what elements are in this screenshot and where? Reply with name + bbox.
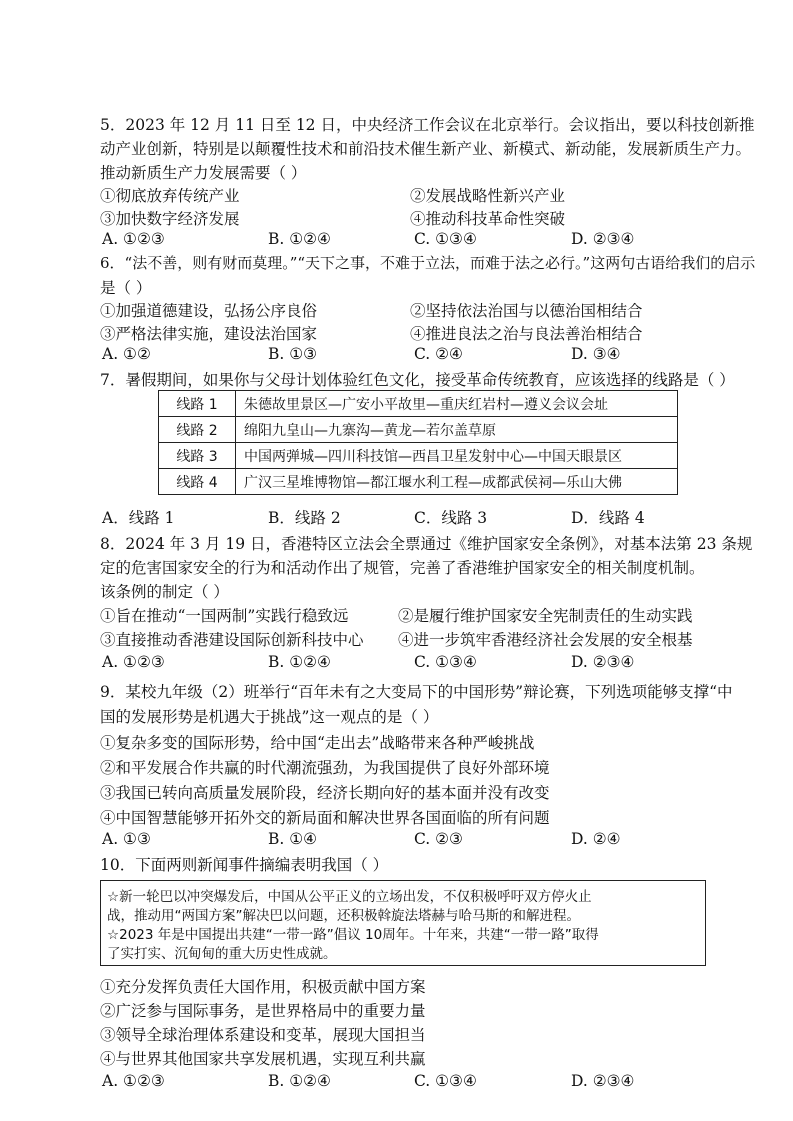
q5-option-c[interactable]: C. ①③④ [414, 230, 477, 248]
q6-item-4: ④推进良法之治与良法善治相结合 [410, 325, 643, 343]
q8-item-1: ①旨在推动“一国两制”实践行稳致远 [100, 607, 349, 625]
q6-item-3: ③严格法律实施，建设法治国家 [100, 325, 318, 343]
route-label: 线路 2 [159, 417, 236, 443]
q5-item-1: ①彻底放弃传统产业 [100, 187, 240, 205]
q8-stem-line-3: 该条例的制定（ ） [100, 583, 229, 601]
q7-stem-line-1: 7．暑假期间，如果你与父母计划体验红色文化，接受革命传统教育，应该选择的线路是（ ） [100, 371, 735, 389]
q7-option-d[interactable]: D．线路 4 [571, 509, 645, 527]
q5-option-d[interactable]: D. ②③④ [571, 230, 635, 248]
q8-option-b[interactable]: B. ①②④ [268, 653, 331, 671]
route-row [159, 417, 678, 443]
route-label: 线路 3 [159, 443, 236, 469]
q5-stem-line-1: 5．2023 年 12 月 11 日至 12 日，中央经济工作会议在北京举行。会议指出，要以科技创新推 [100, 116, 755, 134]
q6-option-b[interactable]: B. ①③ [268, 345, 318, 363]
route-path: 朱德故里景区—广安小平故里—重庆红岩村—遵义会议会址 [236, 391, 678, 417]
q5-item-2: ②发展战略性新兴产业 [410, 187, 566, 205]
q8-option-a[interactable]: A. ①②③ [102, 653, 165, 671]
q10-option-c[interactable]: C. ①③④ [414, 1072, 477, 1090]
route-label: 线路 1 [159, 391, 236, 417]
q7-option-c[interactable]: C．线路 3 [414, 509, 488, 527]
q8-option-d[interactable]: D. ②③④ [571, 653, 635, 671]
news-line-3: ☆2023 年是中国提出共建“一带一路”倡议 10周年。十年来，共建“一带一路”取得 [107, 927, 599, 943]
q6-option-d[interactable]: D. ③④ [571, 345, 621, 363]
route-row [159, 391, 678, 417]
q10-option-a[interactable]: A. ①②③ [102, 1072, 165, 1090]
q7-option-b[interactable]: B．线路 2 [268, 509, 341, 527]
q9-stem-line-2: 国的发展形势是机遇大于挑战”这一观点的是（ ） [100, 708, 439, 726]
news-line-2: 战，推动用“两国方案”解决巴以问题，还积极斡旋法塔赫与哈马斯的和解进程。 [107, 908, 580, 924]
q10-option-d[interactable]: D. ②③④ [571, 1072, 635, 1090]
q9-option-d[interactable]: D. ②④ [571, 830, 621, 848]
q8-stem-line-2: 定的危害国家安全的行为和活动作出了规管，完善了香港维护国家安全的相关制度机制。 [100, 559, 705, 577]
q9-option-c[interactable]: C. ②③ [414, 830, 463, 848]
news-line-4: 了实打实、沉甸甸的重大历史性成就。 [107, 946, 337, 962]
q6-option-c[interactable]: C. ②④ [414, 345, 463, 363]
q9-option-b[interactable]: B. ①④ [268, 830, 318, 848]
q10-item-3: ③领导全球治理体系建设和变革，展现大国担当 [100, 1026, 426, 1044]
q8-item-3: ③直接推动香港建设国际创新科技中心 [100, 631, 364, 649]
q8-option-c[interactable]: C. ①③④ [414, 653, 477, 671]
q9-item-3: ③我国已转向高质量发展阶段，经济长期向好的基本面并没有改变 [100, 784, 550, 802]
route-table [158, 390, 678, 495]
q10-stem-line-1: 10．下面两则新闻事件摘编表明我国（ ） [100, 856, 389, 874]
route-row [159, 469, 678, 495]
q8-stem-line-1: 8．2024 年 3 月 19 日，香港特区立法会全票通过《维护国家安全条例》，对基本法第 23 条规 [100, 535, 753, 553]
q10-option-b[interactable]: B. ①②④ [268, 1072, 331, 1090]
q9-stem-line-1: 9．某校九年级（2）班举行“百年未有之大变局下的中国形势”辩论赛，下列选项能够支撑“中 [100, 683, 733, 701]
q6-stem-line-1: 6．“法不善，则有财而莫理。”“天下之事，不难于立法，而难于法之必行。”这两句古语给我们的启示 [100, 254, 756, 272]
q7-option-a[interactable]: A．线路 1 [102, 509, 175, 527]
route-row [159, 443, 678, 469]
q9-item-1: ①复杂多变的国际形势，给中国“走出去”战略带来各种严峻挑战 [100, 734, 535, 752]
q8-item-4: ④进一步筑牢香港经济社会发展的安全根基 [398, 631, 693, 649]
route-label: 线路 4 [159, 469, 236, 495]
q10-item-1: ①充分发挥负责任大国作用，积极贡献中国方案 [100, 978, 426, 996]
q6-option-a[interactable]: A. ①② [102, 345, 151, 363]
q10-item-4: ④与世界其他国家共享发展机遇，实现互利共赢 [100, 1050, 426, 1068]
q10-item-2: ②广泛参与国际事务，是世界格局中的重要力量 [100, 1002, 426, 1020]
q6-stem-line-2: 是（ ） [100, 279, 152, 297]
q9-item-4: ④中国智慧能够开拓外交的新局面和解决世界各国面临的所有问题 [100, 809, 550, 827]
news-excerpt-box [100, 880, 706, 966]
q5-option-a[interactable]: A. ①②③ [102, 230, 165, 248]
route-path: 中国两弹城—四川科技馆—西昌卫星发射中心—中国天眼景区 [236, 443, 678, 469]
q6-item-1: ①加强道德建设，弘扬公序良俗 [100, 302, 318, 320]
q5-item-4: ④推动科技革命性突破 [410, 210, 566, 228]
route-path: 广汉三星堆博物馆—都江堰水利工程—成都武侯祠—乐山大佛 [236, 469, 678, 495]
q5-stem-line-2: 动产业创新，特别是以颠覆性技术和前沿技术催生新产业、新模式、新动能，发展新质生产力。 [100, 140, 752, 158]
q9-item-2: ②和平发展合作共赢的时代潮流强劲，为我国提供了良好外部环境 [100, 759, 550, 777]
news-line-1: ☆新一轮巴以冲突爆发后，中国从公平正义的立场出发，不仅积极呼吁双方停火止 [107, 889, 592, 905]
route-path: 绵阳九皇山—九寨沟—黄龙—若尔盖草原 [236, 417, 678, 443]
q6-item-2: ②坚持依法治国与以德治国相结合 [410, 302, 643, 320]
q8-item-2: ②是履行维护国家安全宪制责任的生动实践 [398, 607, 693, 625]
q5-option-b[interactable]: B. ①②④ [268, 230, 331, 248]
q9-option-a[interactable]: A. ①③ [102, 830, 151, 848]
q5-item-3: ③加快数字经济发展 [100, 210, 240, 228]
q5-stem-line-3: 推动新质生产力发展需要（ ） [100, 164, 307, 182]
